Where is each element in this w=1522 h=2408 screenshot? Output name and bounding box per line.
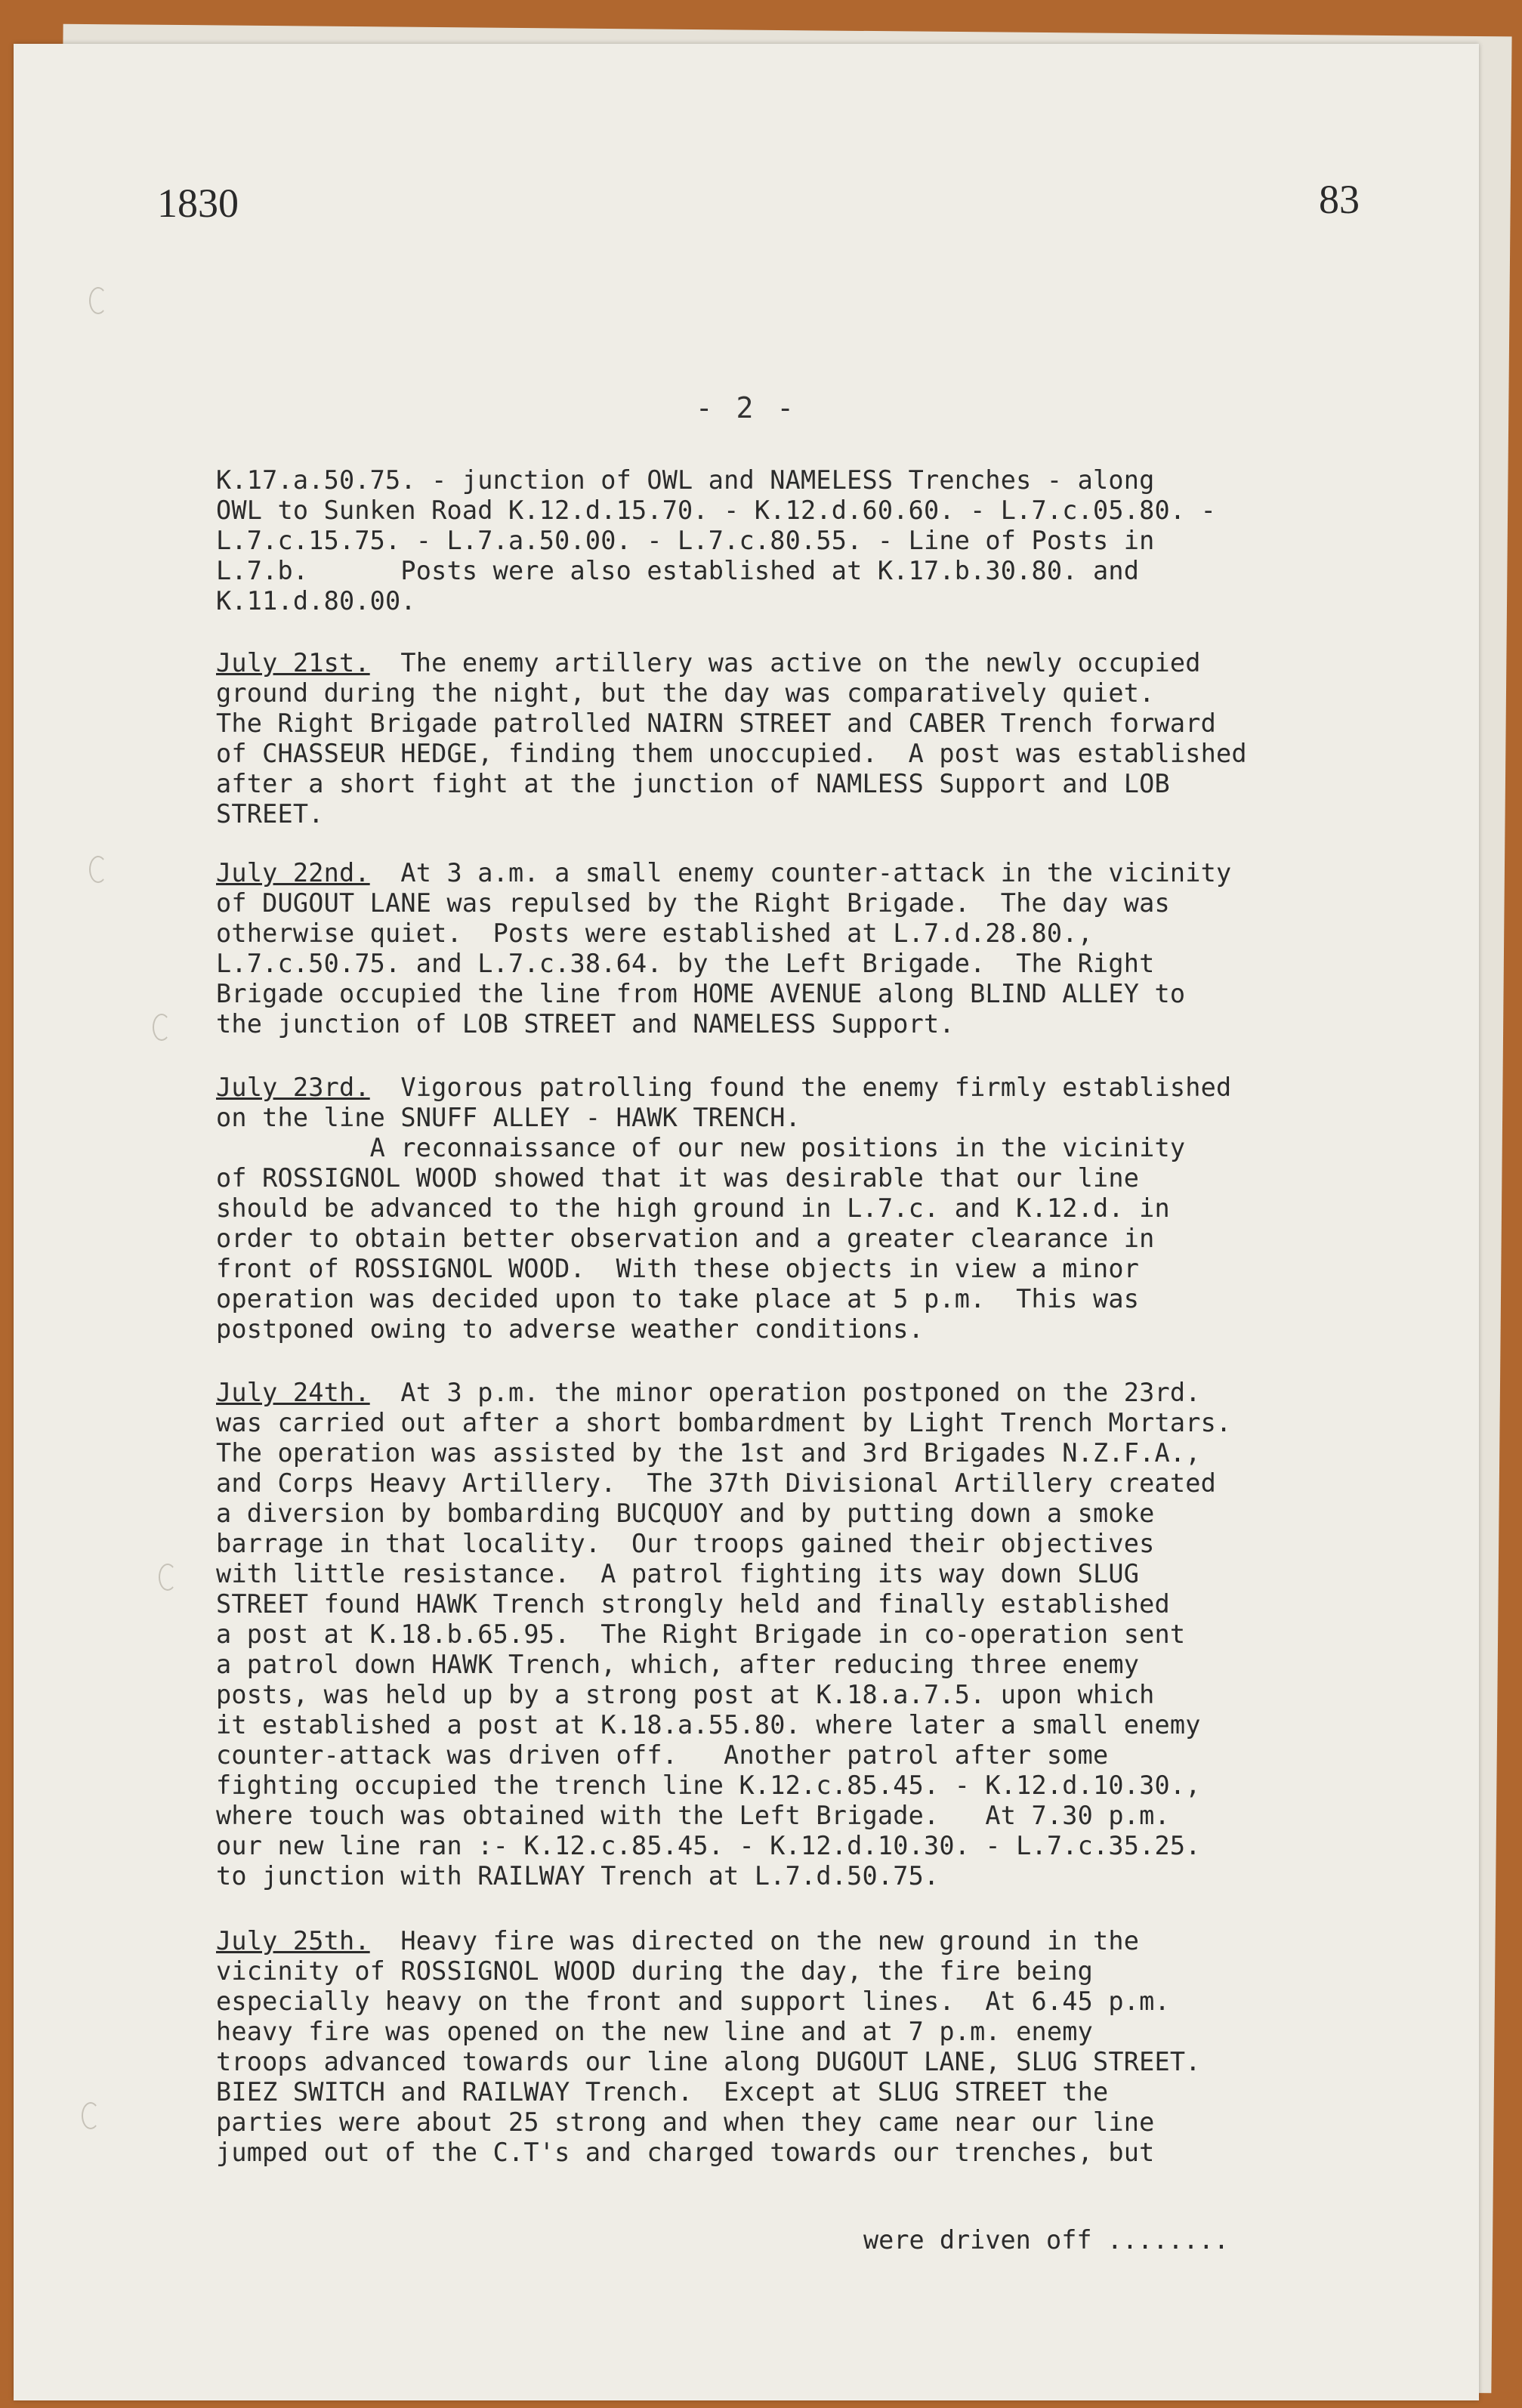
punch-hole bbox=[159, 1564, 177, 1591]
text-line: the junction of LOB STREET and NAMELESS Support. bbox=[216, 1009, 955, 1039]
reference-number-right: 83 bbox=[1319, 177, 1360, 222]
text-line: parties were about 25 strong and when they came near our line bbox=[216, 2107, 1155, 2137]
text-line: with little resistance. A patrol fighting its way down SLUG bbox=[216, 1559, 1140, 1588]
text-line: where touch was obtained with the Left Brigade. At 7.30 p.m. bbox=[216, 1801, 1170, 1830]
continuation-footer: were driven off ........ bbox=[863, 2225, 1230, 2255]
text-line: counter-attack was driven off. Another patrol after some bbox=[216, 1740, 1109, 1770]
diary-entry-july-22 bbox=[216, 858, 1470, 1039]
text-line: jumped out of the C.T's and charged towards our trenches, but bbox=[216, 2138, 1155, 2167]
text-line: vicinity of ROSSIGNOL WOOD during the day, the fire being bbox=[216, 1956, 1094, 1986]
text-line: on the line SNUFF ALLEY - HAWK TRENCH. bbox=[216, 1103, 801, 1132]
text-line: K.17.a.50.75. - junction of OWL and NAMELESS Trenches - along bbox=[216, 465, 1155, 495]
text-line: L.7.b. Posts were also established at K.17.b.30.80. and bbox=[216, 556, 1140, 585]
text-line: especially heavy on the front and support lines. At 6.45 p.m. bbox=[216, 1987, 1170, 2016]
intro-paragraph bbox=[216, 465, 1470, 616]
text-line: STREET found HAWK Trench strongly held and finally established bbox=[216, 1589, 1170, 1619]
diary-entry-july-25 bbox=[216, 1926, 1470, 2168]
entry-date: July 22nd. bbox=[216, 858, 370, 888]
text-line: A reconnaissance of our new positions in the vicinity bbox=[216, 1133, 1186, 1162]
entry-date: July 23rd. bbox=[216, 1073, 370, 1102]
page-number: - 2 - bbox=[695, 391, 798, 424]
text-line: of CHASSEUR HEDGE, finding them unoccupied. A post was established bbox=[216, 739, 1247, 768]
entry-date: July 21st. bbox=[216, 648, 370, 678]
diary-entry-july-23 bbox=[216, 1073, 1470, 1344]
text-line: postponed owing to adverse weather conditions. bbox=[216, 1314, 924, 1344]
punch-hole bbox=[89, 856, 107, 883]
text-line: otherwise quiet. Posts were established at L.7.d.28.80., bbox=[216, 918, 1094, 948]
text-line: The Right Brigade patrolled NAIRN STREET and CABER Trench forward bbox=[216, 709, 1216, 738]
text-line: L.7.c.15.75. - L.7.a.50.00. - L.7.c.80.55. - Line of Posts in bbox=[216, 526, 1155, 555]
text-line: L.7.c.50.75. and L.7.c.38.64. by the Left Brigade. The Right bbox=[216, 949, 1155, 978]
text-line: The operation was assisted by the 1st and 3rd Brigades N.Z.F.A., bbox=[216, 1438, 1201, 1468]
text-line: K.11.d.80.00. bbox=[216, 586, 416, 616]
diary-entry-july-24 bbox=[216, 1378, 1470, 1891]
text-line: was carried out after a short bombardment by Light Trench Mortars. bbox=[216, 1408, 1232, 1437]
text-line: our new line ran :- K.12.c.85.45. - K.12.d.10.30. - L.7.c.35.25. bbox=[216, 1831, 1201, 1860]
text-line: BIEZ SWITCH and RAILWAY Trench. Except at SLUG STREET the bbox=[216, 2077, 1109, 2107]
text-line: a patrol down HAWK Trench, which, after reducing three enemy bbox=[216, 1650, 1140, 1679]
punch-hole bbox=[89, 287, 107, 314]
punch-hole bbox=[153, 1014, 171, 1041]
text-line: At 3 p.m. the minor operation postponed on the 23rd. bbox=[369, 1378, 1201, 1407]
text-line: Vigorous patrolling found the enemy firmly established bbox=[369, 1073, 1232, 1102]
text-line: order to obtain better observation and a greater clearance in bbox=[216, 1224, 1155, 1253]
reference-number-left: 1830 bbox=[157, 181, 239, 226]
text-line: heavy fire was opened on the new line and at 7 p.m. enemy bbox=[216, 2017, 1094, 2046]
document-page bbox=[14, 44, 1479, 2400]
text-line: The enemy artillery was active on the newly occupied bbox=[369, 648, 1201, 678]
text-line: Brigade occupied the line from HOME AVENUE along BLIND ALLEY to bbox=[216, 979, 1186, 1008]
text-line: troops advanced towards our line along DUGOUT LANE, SLUG STREET. bbox=[216, 2047, 1201, 2076]
diary-entry-july-21 bbox=[216, 648, 1470, 829]
punch-hole bbox=[82, 2102, 100, 2129]
text-line: and Corps Heavy Artillery. The 37th Divisional Artillery created bbox=[216, 1468, 1216, 1498]
text-line: it established a post at K.18.a.55.80. where later a small enemy bbox=[216, 1710, 1201, 1740]
text-line: ground during the night, but the day was comparatively quiet. bbox=[216, 678, 1155, 708]
text-line: should be advanced to the high ground in L.7.c. and K.12.d. in bbox=[216, 1193, 1170, 1223]
text-line: of ROSSIGNOL WOOD showed that it was desirable that our line bbox=[216, 1163, 1140, 1193]
text-line: OWL to Sunken Road K.12.d.15.70. - K.12.d.60.60. - L.7.c.05.80. - bbox=[216, 495, 1216, 525]
entry-date: July 24th. bbox=[216, 1378, 370, 1407]
text-line: fighting occupied the trench line K.12.c.85.45. - K.12.d.10.30., bbox=[216, 1770, 1201, 1800]
text-line: posts, was held up by a strong post at K.18.a.7.5. upon which bbox=[216, 1680, 1155, 1709]
text-line: to junction with RAILWAY Trench at L.7.d.50.75. bbox=[216, 1861, 940, 1891]
text-line: barrage in that locality. Our troops gained their objectives bbox=[216, 1529, 1155, 1558]
text-line: of DUGOUT LANE was repulsed by the Right Brigade. The day was bbox=[216, 888, 1170, 918]
text-line: front of ROSSIGNOL WOOD. With these objects in view a minor bbox=[216, 1254, 1140, 1283]
text-line: after a short fight at the junction of NAMLESS Support and LOB bbox=[216, 769, 1170, 798]
text-line: At 3 a.m. a small enemy counter-attack in the vicinity bbox=[369, 858, 1232, 888]
text-line: a post at K.18.b.65.95. The Right Brigade in co-operation sent bbox=[216, 1619, 1186, 1649]
entry-date: July 25th. bbox=[216, 1926, 370, 1956]
text-line: operation was decided upon to take place at 5 p.m. This was bbox=[216, 1284, 1140, 1314]
text-line: STREET. bbox=[216, 799, 324, 829]
text-line: a diversion by bombarding BUCQUOY and by putting down a smoke bbox=[216, 1499, 1155, 1528]
text-line: Heavy fire was directed on the new ground in the bbox=[369, 1926, 1140, 1956]
